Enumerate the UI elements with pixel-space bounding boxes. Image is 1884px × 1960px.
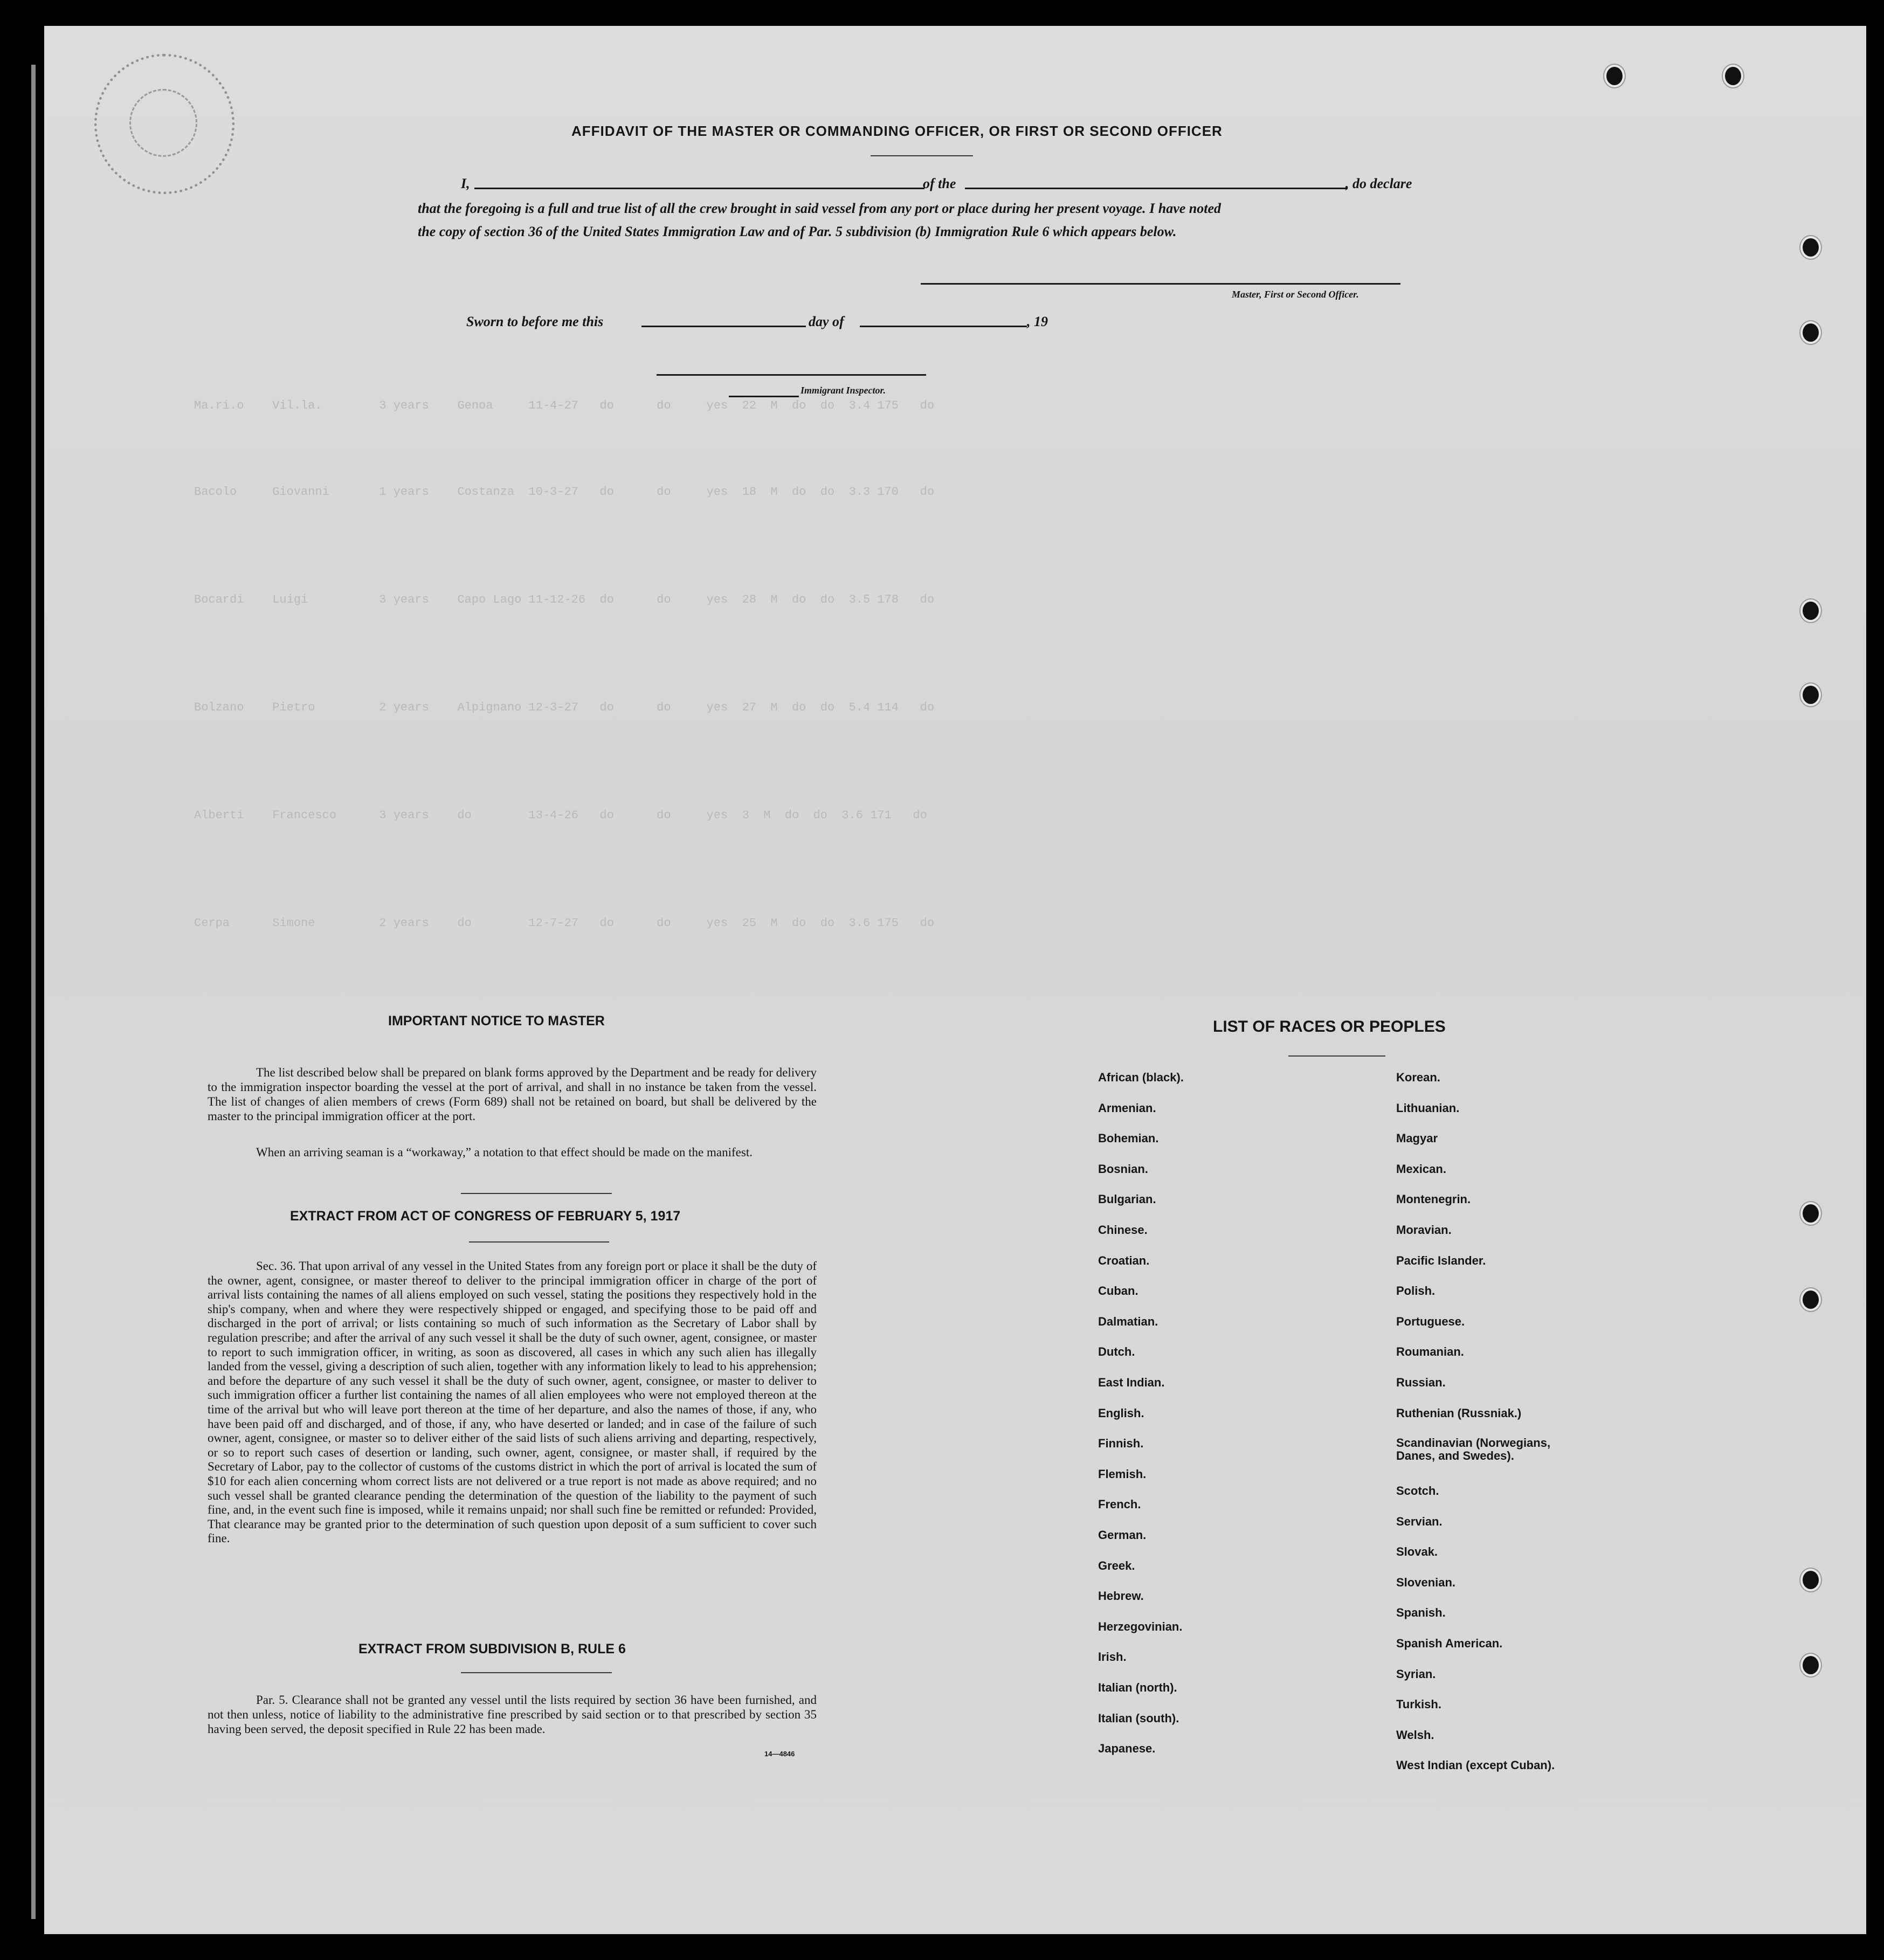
bleed-through: Bocardi Luigi 3 years Capo Lago 11-12-26 do do yes 28 M do do 3.5 178 do xyxy=(194,593,935,606)
punch-hole xyxy=(1800,1654,1821,1676)
race-item: Croatian. xyxy=(1098,1254,1150,1267)
bleed-through: Ma.ri.o Vil.la. 3 years Genoa 11-4-27 do do yes 22 M do do 3.4 175 do xyxy=(194,399,935,412)
document-page xyxy=(44,26,1866,1934)
declaration-do-declare: , do declare xyxy=(1345,176,1412,191)
punch-hole xyxy=(1604,65,1625,87)
race-item: Roumanian. xyxy=(1396,1345,1464,1358)
race-item: Mexican. xyxy=(1396,1162,1446,1176)
sworn-prefix: Sworn to before me this xyxy=(466,314,604,329)
rule-heading: EXTRACT FROM SUBDIVISION B, RULE 6 xyxy=(358,1641,626,1657)
inspector-signature-field[interactable] xyxy=(657,374,926,376)
race-item: African (black). xyxy=(1098,1071,1184,1084)
sworn-year: , 19 xyxy=(1027,314,1048,329)
race-item: Bulgarian. xyxy=(1098,1192,1156,1206)
race-item: Scandinavian (Norwegians, Danes, and Swedes). xyxy=(1396,1436,1551,1462)
race-item: Armenian. xyxy=(1098,1101,1156,1115)
race-item: Japanese. xyxy=(1098,1742,1156,1755)
race-item: Turkish. xyxy=(1396,1697,1441,1711)
bleed-through: Bacolo Giovanni 1 years Costanza 10-3-27 do do yes 18 M do do 3.3 170 do xyxy=(194,485,935,499)
master-signature-caption: Master, First or Second Officer. xyxy=(1232,289,1359,300)
form-number: 14—4846 xyxy=(764,1750,795,1758)
bleed-through: Cerpa Simone 2 years do 12-7-27 do do yes 25 M do do 3.6 175 do xyxy=(194,916,935,930)
race-item: Polish. xyxy=(1396,1284,1436,1298)
race-item: Bohemian. xyxy=(1098,1131,1159,1145)
race-item: West Indian (except Cuban). xyxy=(1396,1758,1555,1772)
race-item: Pacific Islander. xyxy=(1396,1254,1486,1267)
declaration-i: I, xyxy=(461,176,470,191)
divider xyxy=(461,1193,612,1194)
race-item: Magyar xyxy=(1396,1131,1438,1145)
race-item: Scotch. xyxy=(1396,1484,1439,1497)
race-item: Italian (north). xyxy=(1098,1681,1177,1694)
name-field[interactable] xyxy=(474,188,924,189)
race-item: Irish. xyxy=(1098,1650,1127,1664)
race-item: Korean. xyxy=(1396,1071,1440,1084)
punch-hole xyxy=(1800,684,1821,706)
punch-hole xyxy=(1800,1202,1821,1225)
race-item: English. xyxy=(1098,1406,1144,1420)
divider xyxy=(1288,1055,1385,1057)
affidavit-title: AFFIDAVIT OF THE MASTER OR COMMANDING OFFICER, OR FIRST OR SECOND OFFICER xyxy=(571,123,1223,139)
act-text: Sec. 36. That upon arrival of any vessel in the United States from any foreign port or place it shall be the duty of the owner, agent, consignee, or master thereof to deliver to the principal immigration officer in charge of the port of arrival lists containing the names of all aliens employed on such vessel, stating the positions they respectively hold in the ship's company, when and where they were respectively shipped or engaged, and specifying those to be paid off and discharged in the port of arrival; or lists containing so much of such information as the Secretary of Labor shall by regulation prescribe; and after the arrival of any such vessel it shall be the duty of such owner, agent, consignee, or master to report to such immigration officer, in writing, as soon as discovered, all cases in which any such alien has illegally landed from the vessel, giving a description of such alien, together with any information likely to lead to his apprehension; and before the departure of any such vessel it shall be the duty of such owner, agent, consignee, or master to deliver to such immigration officer a further list containing the names of all alien employees who were not employed thereon at the time of the arrival but who will leave port thereon at the time of her departure, and also the names of those, if any, who have been paid off and discharged, and of those, if any, who have deserted or landed; and in case of the failure of such owner, agent, consignee, or master so to deliver either of the said lists of such aliens arriving and departing, respectively, or so to report such cases of desertion or landing, such owner, agent, consignee, or master shall, if required by the Secretary of Labor, pay to the collector of customs of the customs district in which the port of arrival is located the sum of $10 for each alien concerning whom correct lists are not delivered or a true report is not made as above required; and no such vessel shall be granted clearance pending the determination of the question of the liability to the payment of such fine, and, in the event such fine is imposed, while it remains unpaid; nor shall such fine be remitted or refunded: Provided, That clearance may be granted prior to the determination of such question upon deposit of a sum sufficient to cover such fine. xyxy=(208,1259,817,1545)
race-item: Ruthenian (Russniak.) xyxy=(1396,1406,1522,1420)
archive-stamp xyxy=(94,54,234,194)
punch-hole xyxy=(1800,1288,1821,1311)
race-item: Hebrew. xyxy=(1098,1589,1144,1603)
sworn-day-field[interactable] xyxy=(641,326,806,327)
bleed-through: Bolzano Pietro 2 years Alpignano 12-3-27 do do yes 27 M do do 5.4 114 do xyxy=(194,701,935,714)
race-item: Finnish. xyxy=(1098,1437,1144,1450)
sworn-month-field[interactable] xyxy=(860,326,1027,327)
race-item: Servian. xyxy=(1396,1515,1443,1528)
divider xyxy=(469,1241,609,1243)
race-item: Syrian. xyxy=(1396,1667,1436,1681)
punch-hole xyxy=(1800,599,1821,622)
inspector-line-short xyxy=(729,396,799,397)
race-item: Cuban. xyxy=(1098,1284,1138,1298)
page-edge xyxy=(31,65,36,1919)
declaration-line-2: that the foregoing is a full and true list of all the crew brought in said vessel from any port or place during her present voyage. I have noted xyxy=(418,201,1222,216)
punch-hole xyxy=(1800,236,1821,259)
race-item: Moravian. xyxy=(1396,1223,1452,1237)
punch-hole xyxy=(1800,1569,1821,1591)
race-item: Montenegrin. xyxy=(1396,1192,1471,1206)
race-item: Lithuanian. xyxy=(1396,1101,1460,1115)
inspector-caption: Immigrant Inspector. xyxy=(800,385,886,396)
master-signature-field[interactable] xyxy=(921,283,1400,285)
race-item: Flemish. xyxy=(1098,1467,1147,1481)
declaration-line-3: the copy of section 36 of the United States Immigration Law and of Par. 5 subdivision (b) Immigration Rule 6 which appears below. xyxy=(418,224,1177,239)
races-title: LIST OF RACES OR PEOPLES xyxy=(1213,1018,1446,1036)
sworn-day-of: day of xyxy=(809,314,844,329)
race-item: East Indian. xyxy=(1098,1376,1165,1389)
race-item: German. xyxy=(1098,1528,1147,1542)
race-item: French. xyxy=(1098,1497,1141,1511)
race-item: Welsh. xyxy=(1396,1728,1434,1742)
notice-heading: IMPORTANT NOTICE TO MASTER xyxy=(388,1013,605,1029)
punch-hole xyxy=(1800,321,1821,344)
notice-paragraph-1: The list described below shall be prepared on blank forms approved by the Department and be ready for delivery to the immigration inspector boarding the vessel at the port of arrival, and shall in no instance be taken from the vessel. The list of changes of alien members of crews (Form 689) shall not be retained on board, but shall be delivered by the master to the principal immigration officer at the port. xyxy=(208,1066,817,1123)
declaration-of-the: of the xyxy=(923,176,956,191)
rule-text: Par. 5. Clearance shall not be granted any vessel until the lists required by section 36 have been furnished, and not then unless, notice of liability to the administrative fine prescribed by said section or to that prescribed by section 35 having been served, the deposit specified in Rule 22 has been made. xyxy=(208,1693,817,1736)
notice-paragraph-2: When an arriving seaman is a “workaway,” a notation to that effect should be made on the manifest. xyxy=(256,1145,753,1159)
divider xyxy=(461,1672,612,1673)
race-item: Dalmatian. xyxy=(1098,1315,1158,1328)
race-item: Dutch. xyxy=(1098,1345,1135,1358)
race-item: Italian (south). xyxy=(1098,1711,1179,1725)
race-item: Spanish. xyxy=(1396,1606,1446,1619)
act-heading: EXTRACT FROM ACT OF CONGRESS OF FEBRUARY 5, 1917 xyxy=(290,1209,681,1224)
race-item: Chinese. xyxy=(1098,1223,1148,1237)
race-item: Slovenian. xyxy=(1396,1576,1456,1589)
race-item: Bosnian. xyxy=(1098,1162,1148,1176)
race-item: Portuguese. xyxy=(1396,1315,1465,1328)
punch-hole xyxy=(1723,65,1743,87)
race-item: Russian. xyxy=(1396,1376,1446,1389)
race-item: Slovak. xyxy=(1396,1545,1438,1558)
race-item: Spanish American. xyxy=(1396,1637,1503,1650)
race-item: Greek. xyxy=(1098,1559,1135,1572)
bleed-through: Alberti Francesco 3 years do 13-4-26 do do yes 3 M do do 3.6 171 do xyxy=(194,809,927,822)
divider xyxy=(871,155,973,156)
race-item: Herzegovinian. xyxy=(1098,1620,1183,1633)
vessel-field[interactable] xyxy=(965,188,1348,189)
